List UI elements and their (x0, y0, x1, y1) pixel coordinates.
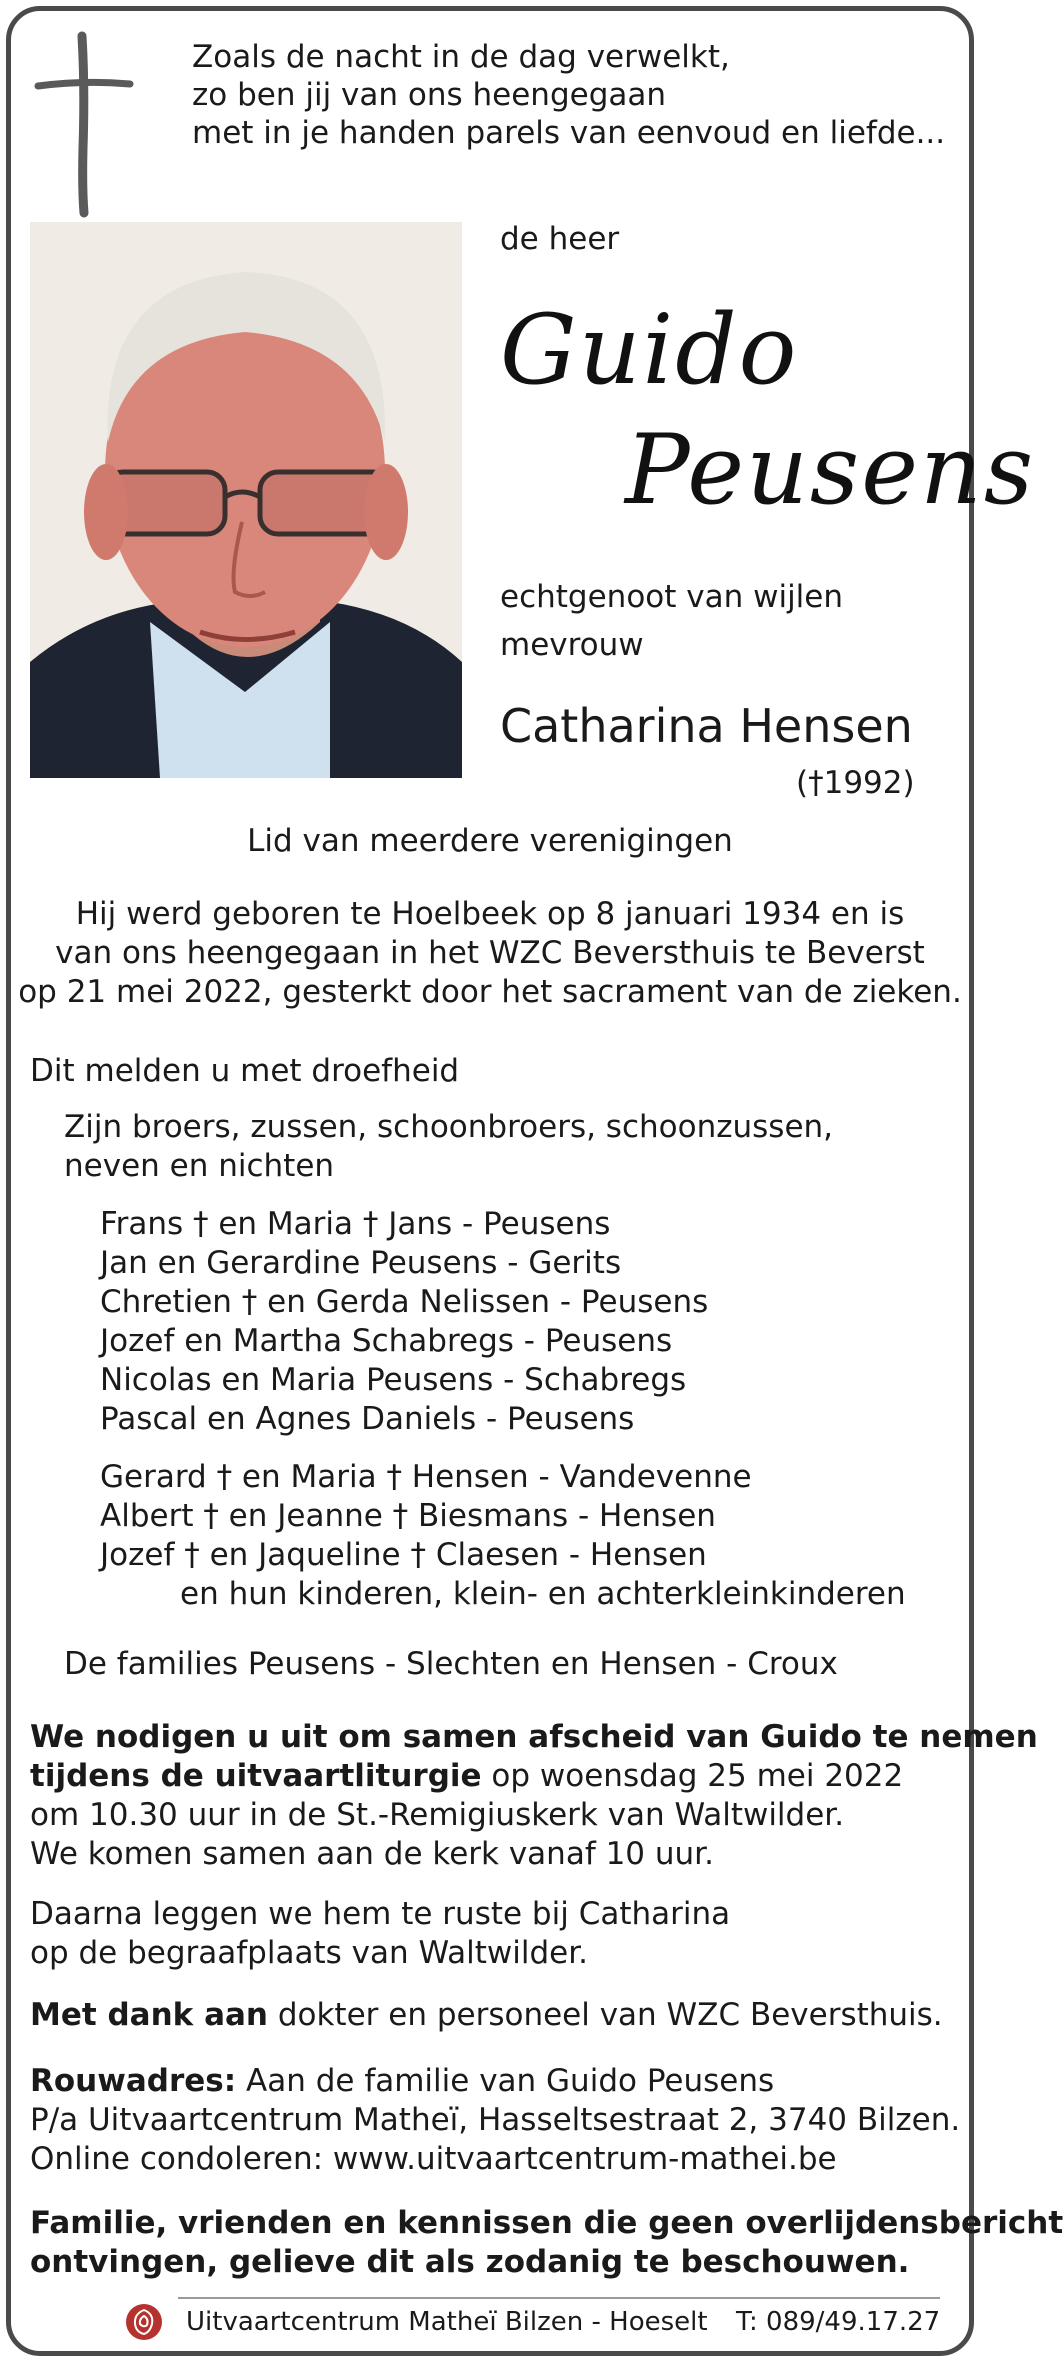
family-heading-1: Zijn broers, zussen, schoonbroers, schoonzussen, (64, 1109, 834, 1145)
family-member: Chretien † en Gerda Nelissen - Peusens (100, 1284, 709, 1320)
relation-line-1: echtgenoot van wijlen (500, 579, 844, 615)
closing-line-2: ontvingen, gelieve dit als zodanig te beschouwen. (30, 2244, 910, 2280)
membership-text: Lid van meerdere verenigingen (247, 823, 733, 859)
title-text: de heer (500, 221, 620, 257)
family-descendants: en hun kinderen, klein- en achterkleinkinderen (180, 1576, 906, 1612)
address-rest: Aan de familie van Guido Peusens (236, 2063, 775, 2099)
thanks-bold: Met dank aan (30, 1997, 268, 2033)
families-text: De families Peusens - Slechten en Hensen - Croux (64, 1646, 838, 1682)
poem-line-2: zo ben jij van ons heengegaan (192, 77, 667, 113)
last-name: Peusens (625, 414, 1036, 526)
family-member: Frans † en Maria † Jans - Peusens (100, 1206, 611, 1242)
invite-line-3: om 10.30 uur in de St.-Remigiuskerk van Waltwilder. (30, 1797, 845, 1833)
family-member: Jan en Gerardine Peusens - Gerits (100, 1245, 622, 1281)
birth-death-line-1: Hij werd geboren te Hoelbeek op 8 januari 1934 en is (75, 896, 905, 932)
family-member: Albert † en Jeanne † Biesmans - Hensen (100, 1498, 716, 1534)
closing-line-1: Familie, vrienden en kennissen die geen overlijdensbericht (30, 2205, 1063, 2241)
family-member: Nicolas en Maria Peusens - Schabregs (100, 1362, 687, 1398)
footer-company: Uitvaartcentrum Matheï Bilzen - Hoeselt (186, 2307, 708, 2337)
birth-death-line-3: op 21 mei 2022, gesterkt door het sacrament van de zieken. (18, 974, 962, 1010)
spouse-death: (†1992) (796, 765, 915, 801)
condolence-line[interactable]: Online condoleren: www.uitvaartcentrum-mathei.be (30, 2141, 837, 2177)
invite-line-2-rest: op woensdag 25 mei 2022 (481, 1758, 904, 1794)
footer-divider (178, 2297, 940, 2299)
rose-logo-icon (124, 2302, 164, 2342)
family-member: Gerard † en Maria † Hensen - Vandevenne (100, 1459, 752, 1495)
address-bold: Rouwadres: (30, 2063, 237, 2099)
portrait-photo (30, 222, 462, 778)
birth-death-line-2: van ons heengegaan in het WZC Beversthuis te Beverst (55, 935, 925, 971)
burial-line-2: op de begraafplaats van Waltwilder. (30, 1935, 588, 1971)
family-member: Pascal en Agnes Daniels - Peusens (100, 1401, 635, 1437)
address-line-2: P/a Uitvaartcentrum Matheï, Hasseltsestraat 2, 3740 Bilzen. (30, 2102, 961, 2138)
family-heading-2: neven en nichten (64, 1148, 335, 1184)
cross-icon (30, 28, 140, 218)
invite-line-4: We komen samen aan de kerk vanaf 10 uur. (30, 1836, 714, 1872)
invite-line-1: We nodigen u uit om samen afscheid van Guido te nemen (30, 1719, 1038, 1755)
announce-text: Dit melden u met droefheid (30, 1053, 460, 1089)
first-name: Guido (500, 294, 799, 406)
poem-line-1: Zoals de nacht in de dag verwelkt, (192, 39, 730, 75)
burial-line-1: Daarna leggen we hem te ruste bij Catharina (30, 1896, 731, 1932)
thanks-text (30, 1996, 943, 2034)
invite-line-2 (30, 1757, 903, 1795)
family-member: Jozef † en Jaqueline † Claesen - Hensen (100, 1537, 707, 1573)
relation-line-2: mevrouw (500, 627, 644, 663)
poem-line-3: met in je handen parels van eenvoud en liefde... (192, 115, 946, 151)
spouse-name: Catharina Hensen (500, 699, 913, 753)
address-line-1 (30, 2062, 774, 2100)
footer-phone: T: 089/49.17.27 (736, 2307, 941, 2337)
invite-line-2-bold: tijdens de uitvaartliturgie (30, 1758, 482, 1794)
thanks-rest: dokter en personeel van WZC Beversthuis. (267, 1997, 943, 2033)
family-member: Jozef en Martha Schabregs - Peusens (100, 1323, 673, 1359)
